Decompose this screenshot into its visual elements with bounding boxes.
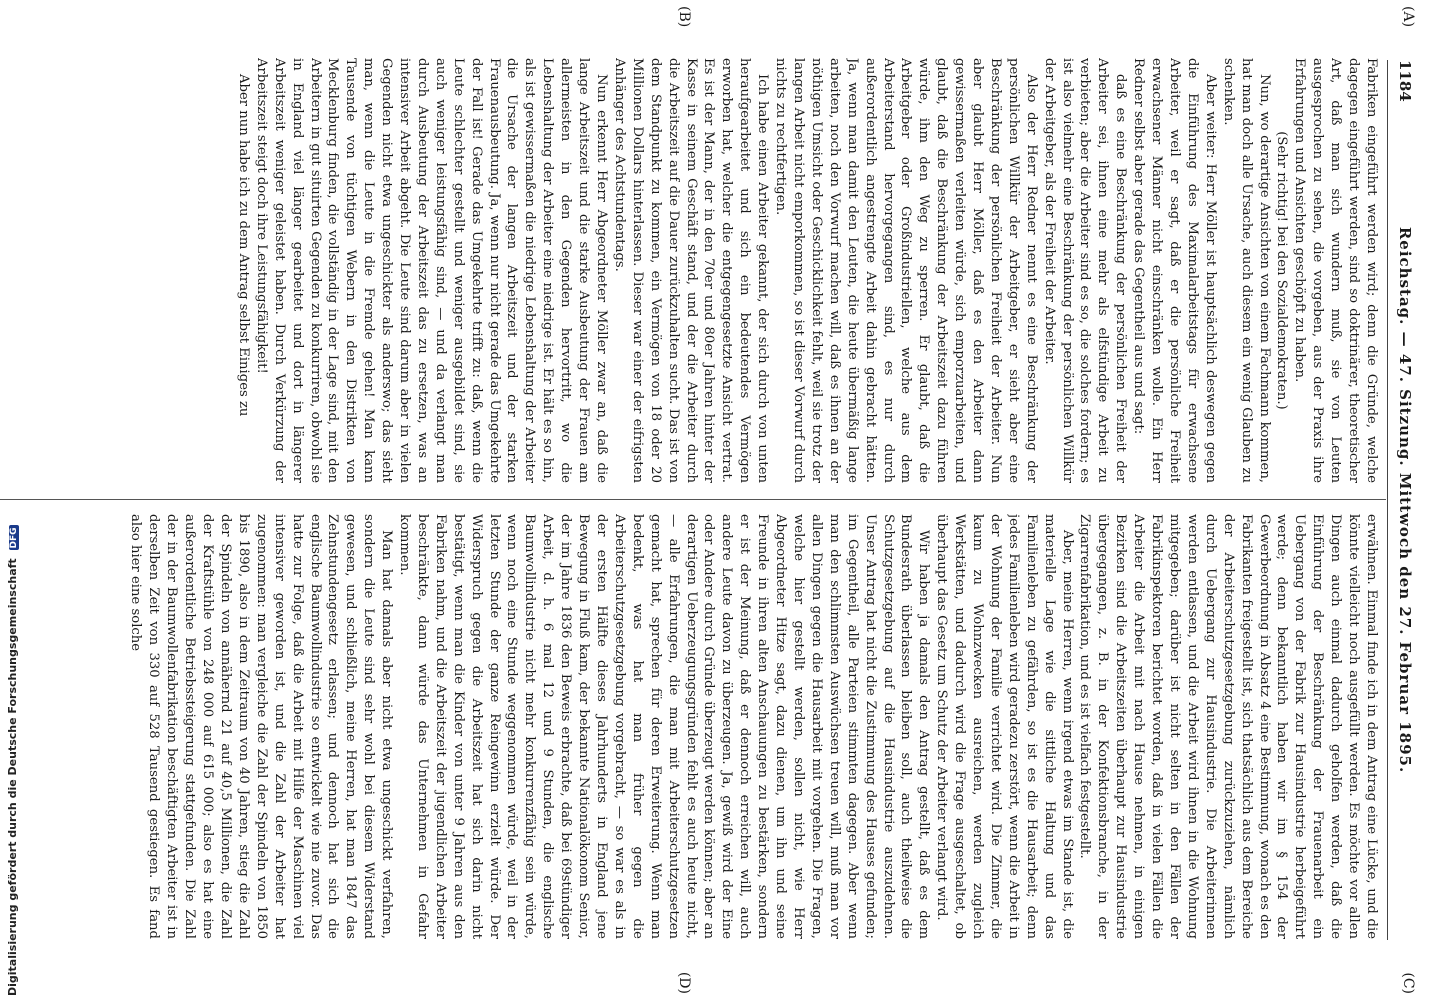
header-rule [1387,60,1388,940]
margin-marker-b: (B) [676,6,692,28]
paragraph: Aber nun habe ich zu dem Antrag selbst Einiges zu [235,74,251,417]
paragraph: Nun, wo derartige Ansichten von einem Fachmann kommen, hat man doch alle Ursache, auch diesem ein wenig Glauben zu schenken. [1220,58,1272,483]
interjection: (Sehr richtig! bei den Sozialdemokraten.) [1274,131,1290,410]
column-divider [0,499,1386,500]
paragraph: Ich habe einen Arbeiter gekannt, der sich durch von unten heraufgearbeitet und sich ein bedeutendes Vermögen erworben hat, welcher die entgegengesetzte Ansicht vertrat. Es ist der Mann, der in den 70er und 80er Jahren hinter der Kasse in seinem Geschäft stand, und der die Arbeiter durch die Arbeitszeit auf die Dauer zurückzuhalten sucht. Das ist von dem Standpunkt zu kommen, ein Vermögen von 18 oder 20 Millionen Dollars hinterlassen. Dieser war einer der eifrigsten Anhänger des Achtstundentags. [611,58,771,483]
digitization-note: Digitalisierung gefördert durch die Deutsche Forschungsgemeinschaft [6,558,19,996]
paragraph: Wir haben ja damals den Antrag gestellt, daß es dem Bundesrath überlassen bleiben soll, auch theilweise die Schutzgesetzgebung auf die Hausindustrie auszudehnen. Unser Antrag hat nicht die Zustimmung des Hauses gefunden; im Gegentheil, alle Parteien stimmten dagegen. Aber wenn man den schlimmsten Auswüchsen treuen will, muß man vor allen Dingen gegen die Hausarbeit mit vorgehen. Die Fragen, welche hier gestellt werden, sollen nicht, wie Herr Abgeordneter Hitze sagt, dazu dienen, um ihn und seine Freunde in ihren alten Anschauungen zu bestärken, sondern er ist der Meinung, daß er dennoch erreichen will, auch andere Leute davon zu überzeugen. Ja, gewiß wird der Eine oder Andere durch Gründe überzeugt werden können; aber an derartigen Ueberzeugungsgründen fehlt es auch heute nicht, — alle Erfahrungen, die man mit Arbeiterschutzgesetzen gemacht hat, sprechen für deren Erweiterung. Wenn man bedenkt, was hat man früher gegen die Arbeiterschutzgesetzgebung vorgebracht, — so war es als in der ersten Hälfte dieses Jahrhunderts in England jene Bewegung in Fluß kam, der bekannte Nationalökonom Senior, der im Jahre 1836 den Beweis erbrachte, daß bei 69stündiger Arbeit, d. h. 6 mal 12 und 9 Stunden, die englische Baumwollindustrie nicht mehr konkurrenzfähig sein würde, wenn noch eine Stunde weggenommen würde, weil in der letzten Stunde der ganze Reingewinn erzielt würde. Der Widerspruch gegen die Arbeitszeit hat sich darin nicht bestätigt, wenn man die Kinder von unter 9 Jahren aus den Fabriken nahm, und die Arbeitszeit der jugendlichen Arbeiter beschränkte, dann würde das Unternehmen in Gefahr kommen. [397,514,932,939]
page-number: 1184 [1396,60,1414,102]
paragraph: Aber, meine Herren, wenn irgend etwas im Stande ist, die materielle Lage wie die sittliche Haltung und das Familienleben zu gefährden, so ist es die Hausarbeit; denn jedes Familienleben wird geradezu zerstört, wenn die Arbeit in der Wohnung der Familie verrichtet wird. Die Zimmer, die kaum zu Wohnzwecken ausreichen, werden zugleich Werkstätten, und dadurch wird die Frage ausgeschaltet, ob überhaupt das Gesetz um Schutz der Arbeiter verlangt wird. [934,514,1075,939]
right-column [10,514,1380,939]
paragraph: Nun erkennt Herr Abgeordneter Möller zwar an, daß die lange Arbeitszeit und die starke Ausbeutung der Frauen am allermeisten in den Gegenden hervortritt, wo die Lebenshaltung der Arbeiter eine niedrige ist. Er hält es so hin, als ist gewissermaßen die niedrige Lebenshaltung der Arbeiter die Ursache der langen Arbeitszeit und der starken Frauenausbeutung. Ja, wenn nur nicht gerade das Umgekehrte der Fall ist! Gerade das Umgekehrte trifft zu: daß, wenn die Leute schlechter gestellt und weniger ausgebildet sind, sie auch weniger leistungsfähig sind, — und da verlangt man durch Ausbeutung der Arbeitszeit das zu ersetzen, was an intensiver Arbeit abgeht. Die Leute sind darum aber in vielen Gegenden nicht etwa ungeschickter als anderswo; das sieht man, wenn die Leute in die Fremde gehen! Man kann Tausende von tüchtigen Webern in den Distrikten von Mecklenburg finden, die vollständig in der Lage sind, mit den Arbeitern in gut situirten Gegenden zu konkurriren, obwohl sie in England viel länger gearbeitet und dort in längerer Arbeitszeit weniger geleistet haben. Durch Verkürzung der Arbeitszeit steigt doch ihre Leistungsfähigkeit! [253,58,610,483]
margin-marker-d: (D) [676,971,692,994]
page-header [1390,60,1414,940]
margin-marker-c: (C) [1400,972,1416,994]
dfg-logo: DFG [9,527,19,549]
paragraph: Man hat damals aber nicht etwa ungeschickt verfahren, sondern die Leute sind sehr wohl bei diesem Widerstand gewesen, und schließlich, meine Herren, hat man 1847 das Zehnstundengesetz erlassen; und dennoch hat sich die englische Baumwollindustrie so entwickelt wie nie zuvor. Das hatte zur Folge, daß die Arbeit mit Hilfe der Maschinen viel intensiver geworden ist, und die Zahl der Arbeiter hat zugenommen: man vergleiche die Zahl der Spindeln von 1850 bis 1890, also in dem Zeitraum von 40 Jahren, stieg die Zahl der Spindeln von annähernd 21 auf 40,5 Millionen, die Zahl der Kraftstühle von 248 000 auf 615 000; also es hat eine außerordentliche Betriebssteigerung stattgefunden. Die Zahl der in der Baumwollenfabrikation beschäftigten Arbeiter ist in derselben Zeit von 330 auf 528 Tausend gestiegen. Es fand also hier eine solche [128,514,395,939]
paragraph: Aber weiter: Herr Möller ist hauptsächlich deswegen gegen die Einführung des Maximalarbeitstags für erwachsene Arbeiter, weil er sagt, daß er die persönliche Freiheit erwachsener Männer nicht einschränken wolle. Ein Herr Redner selbst aber gerade das Gegentheil aus und sagt: [1131,58,1218,483]
digitization-footer [6,525,19,996]
paragraph: Also der Herr Redner nennt es eine Beschränkung der persönlichen Willkür der Arbeitgeber, er sieht aber eine Beschränkung der persönlichen Freiheit der Arbeiter. Nun aber glaubt Herr Möller, daß es den Arbeiter dann gewissermaßen verleiten würde, sich emporzuarbeiten, und glaubt, daß die Beschränkung der Arbeitszeit dazu führen würde, ihm den Weg zu sperren. Er glaubt, daß die Arbeitgeber oder Großindustriellen, welche aus dem Arbeiterstand hervorgegangen sind, es nur durch außerordentlich angestrengte Arbeit dahin gebracht hätten. Ja, wenn man damit den Leuten, die heute übermäßig lange arbeiten, noch den Vorwurf machen will, daß es ihnen an der nöthigen Umsicht oder Geschicklichkeit fehlt, weil sie trotz der langen Arbeit nicht emporkommen, so ist dieser Vorwurf durch nichts zu rechtfertigen. [773,58,1039,483]
quotation: daß es eine Beschränkung der persönlichen Freiheit der Arbeiter sei, ihnen eine mehr als elfstündige Arbeit zu verbieten; aber die Arbeiter sind es so, die solches fordern; es ist also vielmehr eine Beschränkung der persönlichen Willkür der Arbeitgeber, als der Freiheit der Arbeiter. [1041,58,1129,483]
paragraph: erwähnen. Einmal finde ich in dem Antrag eine Lücke, und die könnte vielleicht noch ausgefüllt werden. Es möchte vor allen Dingen auch einmal dadurch geholfen werden, daß die Einführung der Beschränkung der Frauenarbeit ein Uebergang von der Fabrik zur Hausindustrie herbeigeführt werde; denn bekanntlich haben wir im § 154 der Gewerbeordnung in Absatz 4 eine Bestimmung, wonach es den Fabrikanten freigestellt ist, sich thatsächlich aus dem Bereiche der Arbeiterschutzgesetzgebung zurückzuziehen, nämlich durch Uebergang zur Hausindustrie. Die Arbeiterinnen werden entlassen, und die Arbeit wird ihnen in die Wohnung mitgegeben; darüber ist nicht selten in den Fällen der Fabrikinspektoren berichtet worden, daß in vielen Fällen die Arbeiter die Arbeit mit nach Hause nehmen, in einigen Bezirken sind die Arbeitszeiten überhaupt zur Hausindustrie übergegangen, z. B. in der Konfektionsbranche, in der Zigarrenfabrikation, und es ist vielfach festgestellt. [1077,514,1379,939]
margin-marker-a: (A) [1400,6,1416,28]
page-title: Reichstag. — 47. Sitzung. Mittwoch den 27. Februar 1895. [1396,226,1414,774]
paragraph: Fabriken eingeführt werden wird; denn die Gründe, welche dagegen eingeführt werden, sind so doktrinärer, theoretischer Art, daß man sich wundern muß, sie von Leuten ausgesprochen zu sehen, die vorgeben, aus der Praxis ihre Erfahrungen und Ansichten geschöpft zu haben. [1292,58,1379,483]
left-column [10,58,1380,483]
